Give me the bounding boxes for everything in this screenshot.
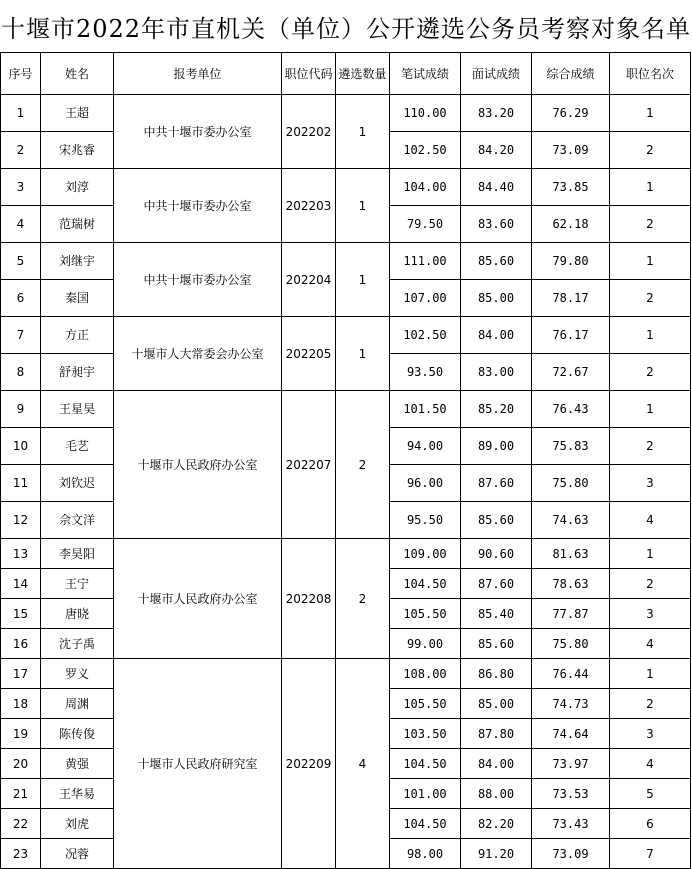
cell-rank: 1 bbox=[610, 391, 691, 428]
cell-written: 104.50 bbox=[390, 809, 461, 839]
cell-rank: 3 bbox=[610, 719, 691, 749]
cell-total: 73.09 bbox=[532, 132, 610, 169]
cell-total: 62.18 bbox=[532, 206, 610, 243]
cell-seq: 12 bbox=[1, 502, 41, 539]
cell-code: 202205 bbox=[282, 317, 336, 391]
cell-written: 105.50 bbox=[390, 689, 461, 719]
table-row bbox=[1, 317, 691, 354]
table-row bbox=[1, 169, 691, 206]
header-quota: 遴选数量 bbox=[336, 53, 390, 95]
cell-seq: 19 bbox=[1, 719, 41, 749]
cell-unit: 十堰市人民政府办公室 bbox=[114, 391, 282, 539]
cell-name: 刘钦迟 bbox=[41, 465, 114, 502]
cell-total: 73.09 bbox=[532, 839, 610, 869]
cell-unit: 中共十堰市委办公室 bbox=[114, 95, 282, 169]
cell-seq: 13 bbox=[1, 539, 41, 569]
cell-name: 周渊 bbox=[41, 689, 114, 719]
cell-written: 104.50 bbox=[390, 749, 461, 779]
cell-total: 79.80 bbox=[532, 243, 610, 280]
cell-quota: 1 bbox=[336, 317, 390, 391]
cell-interview: 82.20 bbox=[461, 809, 532, 839]
cell-rank: 1 bbox=[610, 539, 691, 569]
cell-seq: 11 bbox=[1, 465, 41, 502]
cell-seq: 21 bbox=[1, 779, 41, 809]
cell-written: 101.00 bbox=[390, 779, 461, 809]
cell-written: 101.50 bbox=[390, 391, 461, 428]
cell-rank: 2 bbox=[610, 569, 691, 599]
cell-total: 75.80 bbox=[532, 629, 610, 659]
cell-rank: 4 bbox=[610, 749, 691, 779]
cell-rank: 3 bbox=[610, 465, 691, 502]
cell-written: 111.00 bbox=[390, 243, 461, 280]
cell-name: 王超 bbox=[41, 95, 114, 132]
header-total: 综合成绩 bbox=[532, 53, 610, 95]
cell-name: 唐晓 bbox=[41, 599, 114, 629]
cell-interview: 85.20 bbox=[461, 391, 532, 428]
cell-quota: 4 bbox=[336, 659, 390, 869]
cell-name: 宋兆睿 bbox=[41, 132, 114, 169]
cell-name: 罗义 bbox=[41, 659, 114, 689]
cell-interview: 85.00 bbox=[461, 280, 532, 317]
cell-quota: 1 bbox=[336, 95, 390, 169]
cell-name: 况蓉 bbox=[41, 839, 114, 869]
cell-total: 78.63 bbox=[532, 569, 610, 599]
cell-name: 陈传俊 bbox=[41, 719, 114, 749]
cell-rank: 3 bbox=[610, 599, 691, 629]
cell-seq: 2 bbox=[1, 132, 41, 169]
cell-rank: 2 bbox=[610, 354, 691, 391]
cell-written: 95.50 bbox=[390, 502, 461, 539]
cell-rank: 5 bbox=[610, 779, 691, 809]
cell-interview: 85.60 bbox=[461, 502, 532, 539]
cell-name: 范瑞树 bbox=[41, 206, 114, 243]
cell-rank: 1 bbox=[610, 243, 691, 280]
table-body bbox=[1, 95, 691, 869]
cell-interview: 83.00 bbox=[461, 354, 532, 391]
cell-total: 73.97 bbox=[532, 749, 610, 779]
cell-rank: 4 bbox=[610, 629, 691, 659]
cell-interview: 86.80 bbox=[461, 659, 532, 689]
cell-seq: 10 bbox=[1, 428, 41, 465]
cell-seq: 16 bbox=[1, 629, 41, 659]
cell-name: 刘继宇 bbox=[41, 243, 114, 280]
cell-written: 96.00 bbox=[390, 465, 461, 502]
header-interview: 面试成绩 bbox=[461, 53, 532, 95]
cell-name: 王宁 bbox=[41, 569, 114, 599]
cell-interview: 90.60 bbox=[461, 539, 532, 569]
cell-name: 王华易 bbox=[41, 779, 114, 809]
cell-seq: 20 bbox=[1, 749, 41, 779]
table-row bbox=[1, 539, 691, 569]
cell-quota: 1 bbox=[336, 169, 390, 243]
cell-interview: 83.20 bbox=[461, 95, 532, 132]
cell-interview: 87.60 bbox=[461, 465, 532, 502]
cell-seq: 8 bbox=[1, 354, 41, 391]
cell-interview: 83.60 bbox=[461, 206, 532, 243]
cell-name: 王星昊 bbox=[41, 391, 114, 428]
cell-written: 79.50 bbox=[390, 206, 461, 243]
cell-total: 78.17 bbox=[532, 280, 610, 317]
cell-name: 秦国 bbox=[41, 280, 114, 317]
cell-seq: 18 bbox=[1, 689, 41, 719]
cell-seq: 1 bbox=[1, 95, 41, 132]
cell-seq: 6 bbox=[1, 280, 41, 317]
table-row bbox=[1, 659, 691, 689]
cell-interview: 84.40 bbox=[461, 169, 532, 206]
cell-rank: 2 bbox=[610, 428, 691, 465]
cell-total: 76.43 bbox=[532, 391, 610, 428]
cell-total: 74.73 bbox=[532, 689, 610, 719]
cell-written: 110.00 bbox=[390, 95, 461, 132]
cell-rank: 1 bbox=[610, 659, 691, 689]
cell-written: 102.50 bbox=[390, 317, 461, 354]
cell-seq: 17 bbox=[1, 659, 41, 689]
cell-interview: 85.00 bbox=[461, 689, 532, 719]
cell-written: 108.00 bbox=[390, 659, 461, 689]
cell-total: 74.63 bbox=[532, 502, 610, 539]
cell-rank: 2 bbox=[610, 132, 691, 169]
cell-total: 74.64 bbox=[532, 719, 610, 749]
cell-code: 202203 bbox=[282, 169, 336, 243]
cell-interview: 87.60 bbox=[461, 569, 532, 599]
cell-total: 81.63 bbox=[532, 539, 610, 569]
cell-interview: 85.40 bbox=[461, 599, 532, 629]
cell-total: 76.29 bbox=[532, 95, 610, 132]
cell-name: 黄强 bbox=[41, 749, 114, 779]
cell-unit: 十堰市人民政府办公室 bbox=[114, 539, 282, 659]
cell-seq: 15 bbox=[1, 599, 41, 629]
cell-rank: 4 bbox=[610, 502, 691, 539]
cell-seq: 3 bbox=[1, 169, 41, 206]
cell-written: 94.00 bbox=[390, 428, 461, 465]
cell-interview: 84.20 bbox=[461, 132, 532, 169]
header-name: 姓名 bbox=[41, 53, 114, 95]
cell-written: 93.50 bbox=[390, 354, 461, 391]
cell-unit: 十堰市人民政府研究室 bbox=[114, 659, 282, 869]
cell-seq: 7 bbox=[1, 317, 41, 354]
cell-unit: 十堰市人大常委会办公室 bbox=[114, 317, 282, 391]
cell-name: 刘淳 bbox=[41, 169, 114, 206]
cell-interview: 85.60 bbox=[461, 629, 532, 659]
cell-written: 104.50 bbox=[390, 569, 461, 599]
cell-name: 李昊阳 bbox=[41, 539, 114, 569]
cell-interview: 89.00 bbox=[461, 428, 532, 465]
header-rank: 职位名次 bbox=[610, 53, 691, 95]
cell-quota: 2 bbox=[336, 391, 390, 539]
cell-name: 刘虎 bbox=[41, 809, 114, 839]
cell-rank: 1 bbox=[610, 169, 691, 206]
table-row bbox=[1, 95, 691, 132]
page-title: 十堰市2022年市直机关（单位）公开遴选公务员考察对象名单 bbox=[0, 14, 692, 43]
cell-rank: 7 bbox=[610, 839, 691, 869]
cell-interview: 84.00 bbox=[461, 317, 532, 354]
cell-code: 202204 bbox=[282, 243, 336, 317]
cell-total: 75.80 bbox=[532, 465, 610, 502]
cell-total: 73.53 bbox=[532, 779, 610, 809]
table-row bbox=[1, 391, 691, 428]
header-seq: 序号 bbox=[1, 53, 41, 95]
cell-rank: 1 bbox=[610, 95, 691, 132]
cell-total: 75.83 bbox=[532, 428, 610, 465]
cell-unit: 中共十堰市委办公室 bbox=[114, 169, 282, 243]
cell-total: 76.17 bbox=[532, 317, 610, 354]
cell-written: 109.00 bbox=[390, 539, 461, 569]
cell-code: 202209 bbox=[282, 659, 336, 869]
candidate-table bbox=[0, 52, 691, 869]
cell-name: 佘文洋 bbox=[41, 502, 114, 539]
cell-total: 72.67 bbox=[532, 354, 610, 391]
cell-written: 107.00 bbox=[390, 280, 461, 317]
cell-written: 102.50 bbox=[390, 132, 461, 169]
cell-rank: 2 bbox=[610, 689, 691, 719]
cell-code: 202207 bbox=[282, 391, 336, 539]
cell-seq: 14 bbox=[1, 569, 41, 599]
cell-rank: 2 bbox=[610, 206, 691, 243]
cell-total: 77.87 bbox=[532, 599, 610, 629]
cell-interview: 85.60 bbox=[461, 243, 532, 280]
header-written: 笔试成绩 bbox=[390, 53, 461, 95]
cell-name: 沈子禹 bbox=[41, 629, 114, 659]
cell-seq: 4 bbox=[1, 206, 41, 243]
cell-seq: 22 bbox=[1, 809, 41, 839]
cell-written: 98.00 bbox=[390, 839, 461, 869]
cell-seq: 23 bbox=[1, 839, 41, 869]
cell-total: 76.44 bbox=[532, 659, 610, 689]
cell-interview: 91.20 bbox=[461, 839, 532, 869]
table-row bbox=[1, 243, 691, 280]
cell-quota: 2 bbox=[336, 539, 390, 659]
cell-interview: 84.00 bbox=[461, 749, 532, 779]
cell-total: 73.43 bbox=[532, 809, 610, 839]
cell-seq: 9 bbox=[1, 391, 41, 428]
cell-written: 103.50 bbox=[390, 719, 461, 749]
header-code: 职位代码 bbox=[282, 53, 336, 95]
cell-rank: 1 bbox=[610, 317, 691, 354]
cell-interview: 88.00 bbox=[461, 779, 532, 809]
cell-name: 舒昶宇 bbox=[41, 354, 114, 391]
cell-name: 方正 bbox=[41, 317, 114, 354]
header-unit: 报考单位 bbox=[114, 53, 282, 95]
cell-quota: 1 bbox=[336, 243, 390, 317]
cell-rank: 6 bbox=[610, 809, 691, 839]
cell-written: 104.00 bbox=[390, 169, 461, 206]
cell-name: 毛艺 bbox=[41, 428, 114, 465]
cell-seq: 5 bbox=[1, 243, 41, 280]
cell-interview: 87.80 bbox=[461, 719, 532, 749]
cell-code: 202208 bbox=[282, 539, 336, 659]
cell-written: 99.00 bbox=[390, 629, 461, 659]
cell-total: 73.85 bbox=[532, 169, 610, 206]
cell-written: 105.50 bbox=[390, 599, 461, 629]
cell-rank: 2 bbox=[610, 280, 691, 317]
header-row bbox=[1, 53, 691, 95]
cell-code: 202202 bbox=[282, 95, 336, 169]
cell-unit: 中共十堰市委办公室 bbox=[114, 243, 282, 317]
